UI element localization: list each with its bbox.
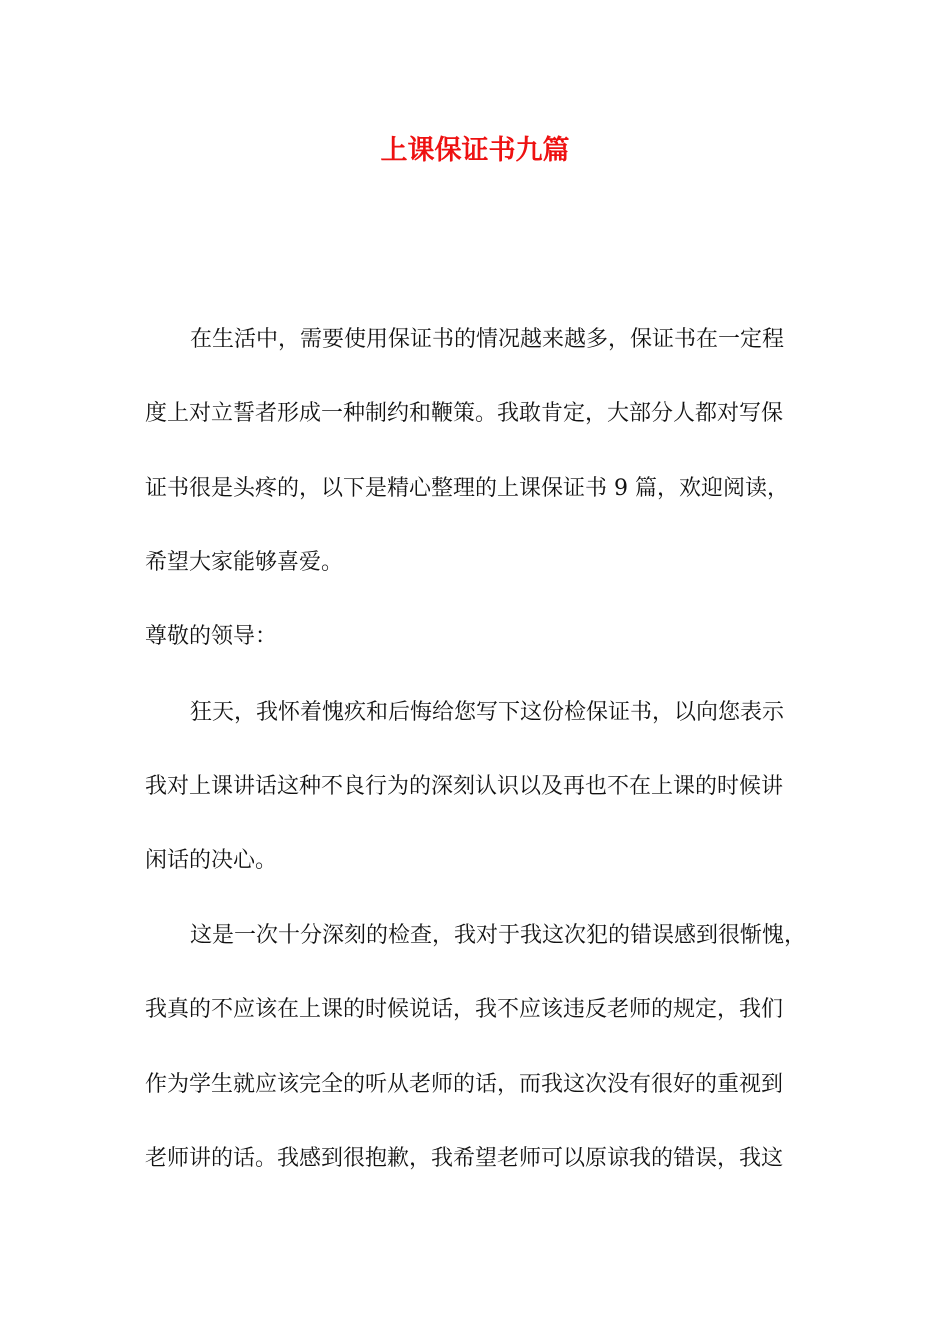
paragraph-line: 我真的不应该在上课的时候说话，我不应该违反老师的规定，我们: [145, 997, 784, 1022]
paragraph-line: 老师讲的话。我感到很抱歉，我希望老师可以原谅我的错误，我这: [145, 1146, 784, 1171]
paragraph-line: 证书很是头疼的，以下是精心整理的上课保证书 9 篇，欢迎阅读，: [145, 476, 789, 501]
paragraph-line: 度上对立誓者形成一种制约和鞭策。我敢肯定，大部分人都对写保: [145, 401, 784, 426]
paragraph-line: 希望大家能够喜爱。: [145, 550, 344, 575]
paragraph-line: 这是一次十分深刻的检查，我对于我这次犯的错误感到很惭愧，: [190, 923, 807, 948]
paragraph-line: 狂天，我怀着愧疚和后悔给您写下这份检保证书，以向您表示: [190, 700, 785, 725]
paragraph-line: 闲话的决心。: [145, 848, 278, 873]
document-title: 上课保证书九篇: [380, 135, 570, 166]
paragraph-line: 作为学生就应该完全的听从老师的话，而我这次没有很好的重视到: [145, 1072, 784, 1097]
paragraph-line: 我对上课讲话这种不良行为的深刻认识以及再也不在上课的时候讲: [145, 774, 784, 799]
paragraph-line: 在生活中，需要使用保证书的情况越来越多，保证书在一定程: [190, 327, 785, 352]
salutation-line: 尊敬的领导：: [145, 624, 278, 649]
